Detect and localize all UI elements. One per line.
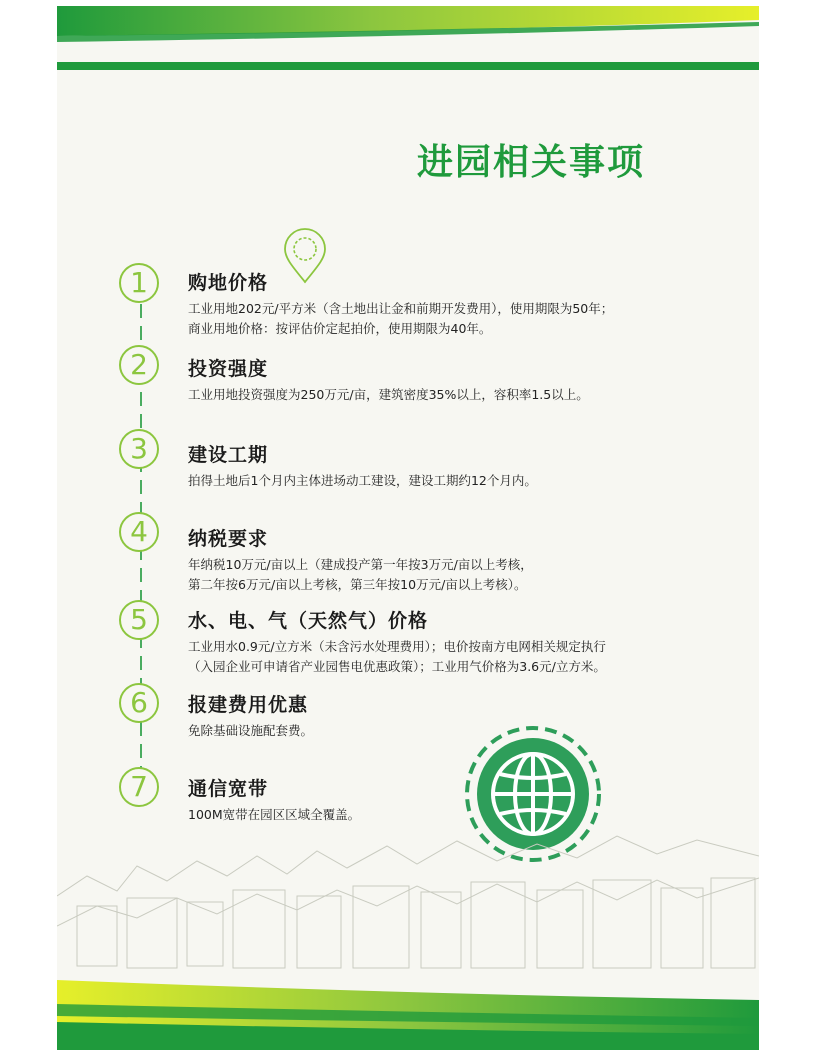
item-text: 年纳税10万元/亩以上（建成投产第一年按3万元/亩以上考核， bbox=[188, 557, 533, 572]
item-heading: 水、电、气（天然气）价格 bbox=[188, 610, 429, 632]
item-number-3: 3 bbox=[119, 429, 159, 469]
item-text: 第二年按6万元/亩以上考核，第三年按10万元/亩以上考核）。 bbox=[188, 577, 527, 592]
top-decorative-band bbox=[57, 6, 759, 46]
bottom-decorative-band bbox=[57, 960, 759, 1050]
item-investment-intensity bbox=[188, 354, 748, 405]
item-land-price bbox=[188, 268, 748, 339]
page-title: 进园相关事项 bbox=[417, 141, 646, 183]
item-heading: 建设工期 bbox=[188, 444, 269, 466]
item-number-4: 4 bbox=[119, 512, 159, 552]
item-number-2: 2 bbox=[119, 345, 159, 385]
item-text: 工业用地投资强度为250万元/亩，建筑密度35%以上，容积率1.5以上。 bbox=[188, 387, 589, 402]
item-text: 拍得土地后1个月内主体进场动工建设，建设工期约12个月内。 bbox=[188, 473, 537, 488]
item-text: 工业用地202元/平方米（含土地出让金和前期开发费用），使用期限为50年； bbox=[188, 301, 614, 316]
item-text: （入园企业可申请省产业园售电优惠政策）；工业用气价格为3.6元/立方米。 bbox=[188, 659, 606, 674]
item-heading: 纳税要求 bbox=[188, 528, 269, 550]
item-heading: 投资强度 bbox=[188, 358, 269, 380]
item-utility-prices bbox=[188, 606, 748, 677]
item-heading: 购地价格 bbox=[188, 272, 269, 294]
item-number-7: 7 bbox=[119, 767, 159, 807]
item-text: 免除基础设施配套费。 bbox=[188, 723, 314, 738]
item-construction-period bbox=[188, 440, 748, 491]
item-number-5: 5 bbox=[119, 600, 159, 640]
item-text: 100M宽带在园区区域全覆盖。 bbox=[188, 807, 361, 822]
item-heading: 通信宽带 bbox=[188, 778, 269, 800]
item-number-6: 6 bbox=[119, 683, 159, 723]
item-text: 商业用地价格：按评估价定起拍价，使用期限为40年。 bbox=[188, 321, 492, 336]
item-number-1: 1 bbox=[119, 263, 159, 303]
city-skyline-illustration bbox=[57, 806, 759, 976]
top-rule bbox=[57, 62, 759, 70]
item-text: 工业用水0.9元/立方米（未含污水处理费用）；电价按南方电网相关规定执行 bbox=[188, 639, 606, 654]
poster bbox=[57, 6, 759, 1050]
item-heading: 报建费用优惠 bbox=[188, 694, 309, 716]
item-tax-requirement bbox=[188, 524, 748, 595]
